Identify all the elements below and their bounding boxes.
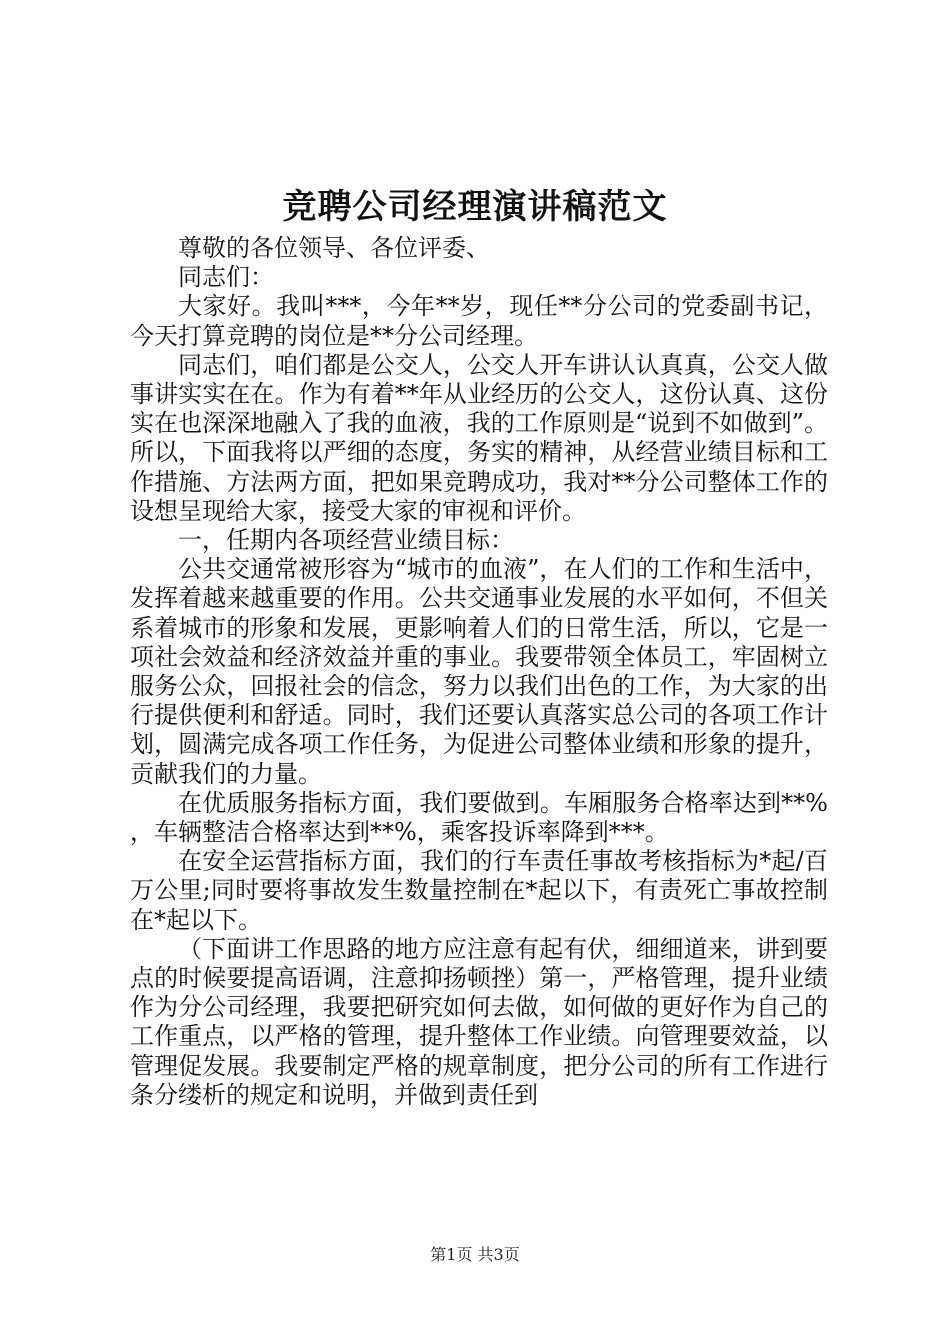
document-title: 竞聘公司经理演讲稿范文: [282, 187, 668, 227]
paragraph-work-principle: 同志们，咱们都是公交人，公交人开车讲认认真真，公交人做事讲实实在在。作为有着**年从业经历的公交人，这份认真、这份实在也深深地融入了我的血液，我的工作原则是“说到不如做到”。所以，下面我将以严细的态度，务实的精神，从经营业绩目标和工作措施、方法两方面，把如果竞聘成功，我对**分公司整体工作的设想呈现给大家，接受大家的审视和评价。: [130, 350, 828, 525]
paragraph-service-indicators: 在优质服务指标方面，我们要做到。车厢服务合格率达到**%，车辆整洁合格率达到**%，乘客投诉率降到***。: [130, 788, 828, 847]
paragraph-public-transport: 公共交通常被形容为“城市的血液”，在人们的工作和生活中，发挥着越来越重要的作用。公共交通事业发展的水平如何，不但关系着城市的形象和发展，更影响着人们的日常生活，所以，它是一项社会效益和经济效益并重的事业。我要带领全体员工，牢固树立服务公众，回报社会的信念，努力以我们出色的工作，为大家的出行提供便利和舒适。同时，我们还要认真落实总公司的各项工作计划，圆满完成各项工作任务，为促进公司整体业绩和形象的提升，贡献我们的力量。: [130, 555, 828, 788]
paragraph-strict-management: （下面讲工作思路的地方应注意有起有伏，细细道来，讲到要点的时候要提高语调，注意抑扬顿挫）第一，严格管理，提升业绩作为分公司经理，我要把研究如何去做，如何做的更好作为自己的工作重点，以严格的管理，提升整体工作业绩。向管理要效益，以管理促发展。我要制定严格的规章制度，把分公司的所有工作进行条分缕析的规定和说明，并做到责任到: [130, 934, 828, 1109]
paragraph-introduction: 大家好。我叫***，今年**岁，现任**分公司的党委副书记，今天打算竞聘的岗位是**分公司经理。: [130, 292, 828, 350]
salutation-line-1: 尊敬的各位领导、各位评委、: [178, 234, 490, 262]
document-body: [130, 234, 828, 1110]
section-heading-goals: 一，任期内各项经营业绩目标：: [178, 526, 514, 555]
salutation-line-2: 同志们：: [178, 263, 274, 292]
paragraph-safety-indicators: 在安全运营指标方面，我们的行车责任事故考核指标为*起/百万公里;同时要将事故发生数量控制在*起以下，有责死亡事故控制在*起以下。: [130, 847, 828, 934]
page-footer: 第1页 共3页: [430, 1245, 520, 1264]
